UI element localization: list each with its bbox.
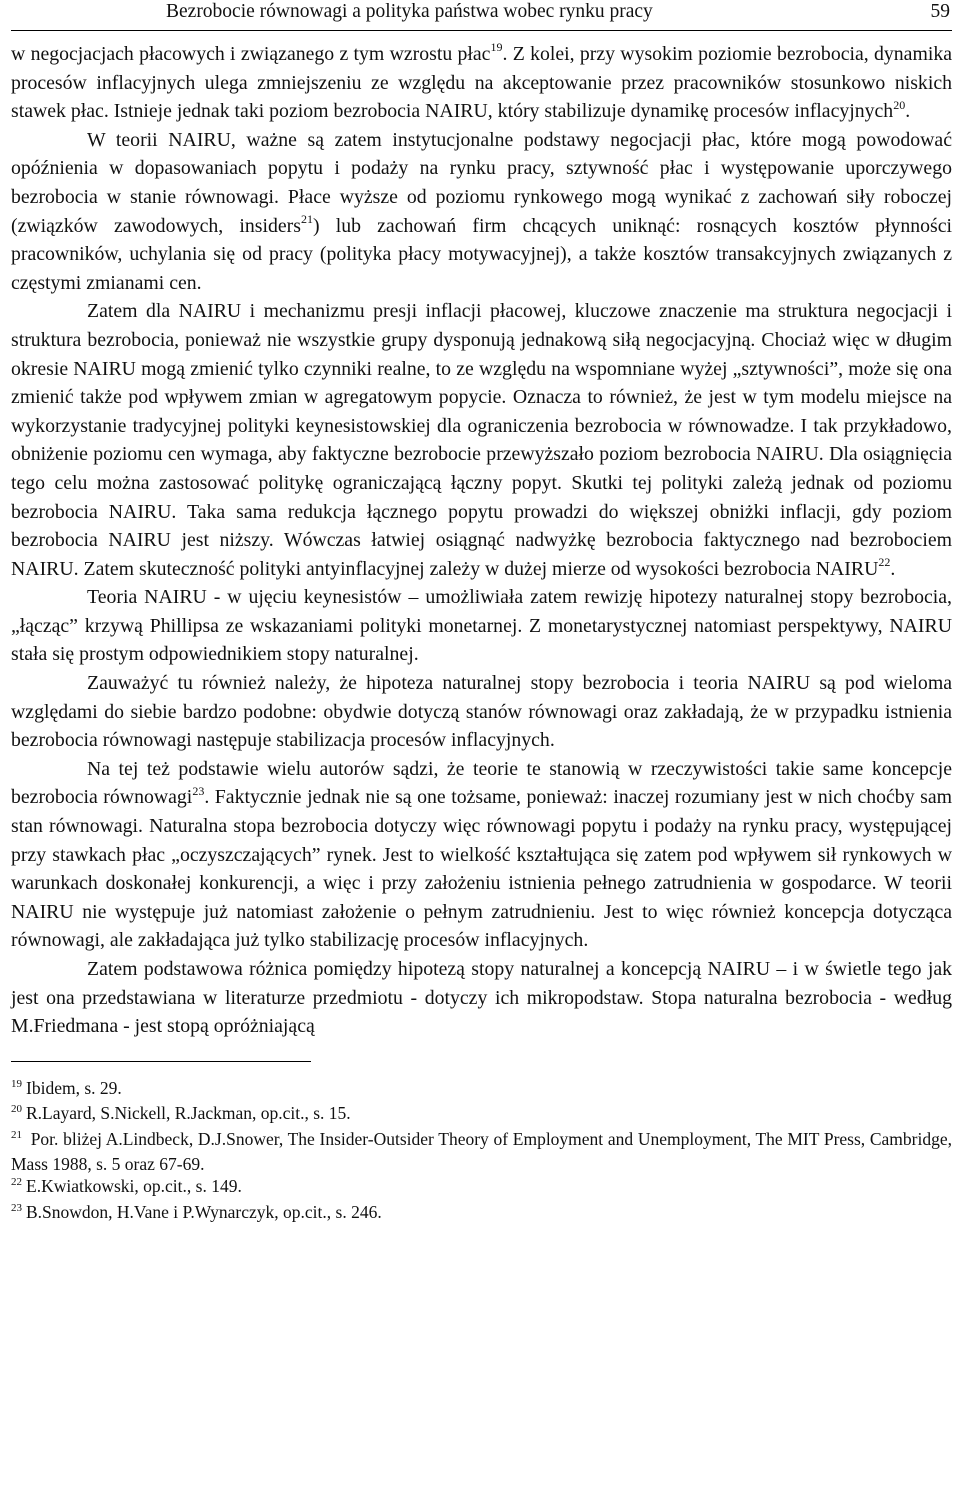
paragraph-text: . (905, 100, 911, 123)
header-title: Bezrobocie równowagi a polityka państwa wobec rynku pracy (166, 1, 653, 22)
paragraph-text: w negocjacjach płacowych i związanego z tym wzrostu płac (11, 43, 491, 65)
paragraph-text: Zatem dla NAIRU i mechanizmu presji inflacji płacowej, kluczowe znaczenie ma struktura negocjacji i struktura bezrobocia, ponieważ nie wszystkie grupy dysponują jednakową siłą negocjacyjną. Chociaż więc w długim okresie NAIRU mogą zmienić tylko czynniki realne, to ze względu na wspomniane wyżej „sztywności”, może się ona zmienić także pod wpływem zmian w agregatowym popycie. Oznacza to również, że jest w tym modelu miejsce na wykorzystanie tradycyjnej polityki keynesistowskiej dla ograniczenia bezrobocia w równowadze. I tak przykładowo, obniżenie poziomu cen wymaga, aby faktyczne bezrobocie przewyższało poziom bezrobocia NAIRU. Dla osiągnięcia tego celu można zastosować politykę ograniczającą łączny popyt. Skutki tej polityki zależą jednak od poziomu bezrobocia NAIRU. Taka sama redukcja łącznego popytu prowadzi do większej obniżki inflacji, gdy poziom bezrobocia NAIRU jest niższy. Wówczas łatwiej osiągnąć nadwyżkę bezrobocia faktycznego nad bezrobociem NAIRU. Zatem skuteczność polityki antyinflacyjnej zależy w dużej mierze od wysokości bezrobocia NAIRU (11, 300, 952, 580)
footnote-reference: 20 (893, 97, 906, 112)
footnote-separator (11, 1061, 311, 1062)
paragraph-text: . Faktycznie jednak nie są one tożsame, ponieważ: inaczej rozumiany jest w nich choćby sam stan równowagi. Naturalna stopa bezrobocia dotyczy więc równowagi popytu i podaży na rynku pracy, występującej przy stawkach płac „oczyszczających” rynek. Jest to wielkość kształtująca się zatem pod wpływem sił rynkowych w warunkach doskonałej konkurencji, a więc i przy założeniu istnienia pełnego zatrudnienia w gospodarce. W teorii NAIRU nie występuje już natomiast założenie o pełnym zatrudnieniu. Jest to więc również koncepcja dotycząca równowagi, ale zakładająca już tylko stabilizację procesów inflacyjnych. (11, 786, 952, 952)
footnote (11, 1078, 952, 1103)
footnote-text: R.Layard, S.Nickell, R.Jackman, op.cit., s. 15. (26, 1103, 351, 1124)
running-header (11, 0, 952, 31)
footnote (11, 1103, 952, 1128)
paragraph-text: Teoria NAIRU - w ujęciu keynesistów – umożliwiała zatem rewizję hipotezy naturalnej stopy bezrobocia, „łącząc” krzywą Phillipsa ze wskazaniami polityki monetarnej. Z monetarystycznej natomiast perspektywy, NAIRU stała się prostym odpowiednikiem stopy naturalnej. (11, 586, 952, 666)
footnote-reference: 22 (878, 555, 891, 570)
footnote-number: 22 (11, 1176, 22, 1189)
footnote-number: 21 (11, 1128, 22, 1141)
footnote (11, 1176, 952, 1201)
paragraph (11, 40, 952, 126)
paragraph (11, 755, 952, 955)
paragraph-text: . Z kolei, przy wysokim poziomie bezrobocia, dynamika procesów inflacyjnych ulega zmniejszeniu ze względu na akceptowanie przez pracowników stosunkowo niskich stawek płac. Istnieje jednak taki poziom bezrobocia NAIRU, który stabilizuje dynamikę procesów inflacyjnych (11, 43, 953, 123)
footnote-text: E.Kwiatkowski, op.cit., s. 149. (26, 1176, 242, 1197)
footnote-number: 19 (11, 1077, 22, 1090)
footnote (11, 1129, 952, 1175)
footnote-text: Por. bliżej A.Lindbeck, D.J.Snower, The Insider-Outsider Theory of Employment and Unemployment, The MIT Press, Cambridge, Mass 1988, s. 5 oraz 67-69. (11, 1128, 952, 1174)
footnotes (11, 1078, 952, 1227)
footnote-reference: 21 (300, 211, 313, 226)
paragraph-text: . (890, 557, 896, 580)
page-number: 59 (930, 1, 950, 22)
footnote (11, 1202, 952, 1227)
paragraph (11, 955, 952, 1041)
footnote-number: 23 (11, 1201, 22, 1214)
paragraph-text: Zauważyć tu również należy, że hipoteza naturalnej stopy bezrobocia i teoria NAIRU są pod wieloma względami do siebie bardzo podobne: obydwie dotyczą stanów równowagi oraz zakładają, że w przypadku istnienia bezrobocia równowagi następuje stabilizacja procesów inflacyjnych. (11, 672, 952, 752)
paragraph-text: W teorii NAIRU, ważne są zatem instytucjonalne podstawy negocjacji płac, które mogą powodować opóźnienia w dopasowaniach popytu i podaży na rynku pracy, sztywność płac i występowanie uporczywego bezrobocia w stanie równowagi. Płace wyższe od poziomu rynkowego mogą wynikać z zachowań siły roboczej (związków zawodowych, insiders (11, 128, 952, 237)
paragraph (11, 669, 952, 755)
paragraph (11, 583, 952, 669)
body-text (11, 40, 952, 1041)
document-page (11, 0, 952, 1226)
footnote-number: 20 (11, 1103, 22, 1116)
paragraph (11, 126, 952, 298)
paragraph (11, 297, 952, 583)
paragraph-text: ) lub zachowań firm chcących uniknąć: rosnących kosztów płynności pracowników, uchylania się od pracy (polityka płacy motywacyjnej), a także kosztów transakcyjnych związanych z częstymi zmianami cen. (11, 214, 952, 294)
paragraph-text: Zatem podstawowa różnica pomiędzy hipotezą stopy naturalnej a koncepcją NAIRU – i w świetle tego jak jest ona przedstawiana w literaturze przedmiotu - dotyczy ich mikropodstaw. Stopa naturalna bezrobocia - według M.Friedmana - jest stopą opróżniającą (11, 958, 952, 1038)
footnote-reference: 19 (490, 40, 503, 55)
footnote-reference: 23 (192, 783, 205, 798)
footnote-text: Ibidem, s. 29. (26, 1077, 122, 1098)
footnote-text: B.Snowdon, H.Vane i P.Wynarczyk, op.cit., s. 246. (26, 1201, 382, 1222)
paragraph-text: Na tej też podstawie wielu autorów sądzi, że teorie te stanowią w rzeczywistości takie same koncepcje bezrobocia równowagi (11, 757, 952, 809)
